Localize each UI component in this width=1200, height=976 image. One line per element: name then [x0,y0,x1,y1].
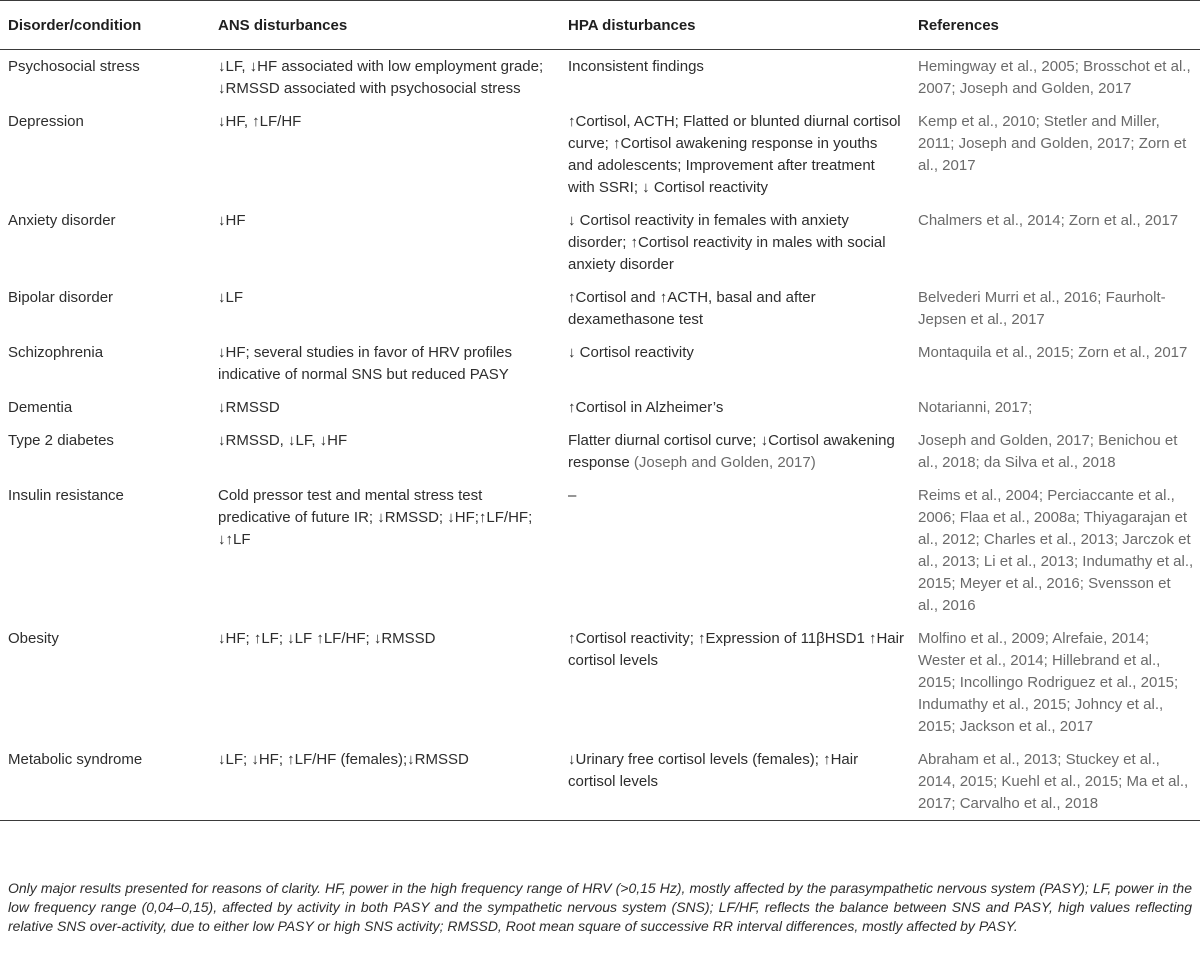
ans-cell: ↓HF [218,212,246,229]
ans-cell: ↓LF [218,289,244,306]
condition-cell: Obesity [8,630,59,647]
condition-cell: Psychosocial stress [8,58,140,75]
ans-cell: ↓HF; ↑LF; ↓LF ↑LF/HF; ↓RMSSD [218,630,436,647]
ans-cell: ↓LF; ↓HF; ↑LF/HF (females);↓RMSSD [210,743,560,821]
header-row [0,1,1200,50]
hpa-cell: – [568,487,577,504]
header-references: References [910,1,1200,50]
references-cell: Kemp et al., 2010; Stetler and Miller, 2011; Joseph and Golden, 2017; Zorn et al., 2017 [918,113,1187,174]
hpa-cell: Inconsistent findings [568,58,704,75]
table-row [0,424,1200,479]
condition-cell: Metabolic syndrome [0,743,210,821]
condition-cell: Schizophrenia [8,344,104,361]
condition-cell: Anxiety disorder [8,212,116,229]
condition-cell: Type 2 diabetes [8,432,114,449]
table-row [0,743,1200,821]
references-cell: Notarianni, 2017; [918,399,1033,416]
hpa-cell: ↑Cortisol, ACTH; Flatted or blunted diurnal cortisol curve; ↑Cortisol awakening response in youths and adolescents; Improvement after treatment with SSRI; ↓ Cortisol reactivity [568,113,901,196]
condition-cell: Depression [8,113,84,130]
hpa-text: Flatter diurnal cortisol curve; ↓Cortisol awakening response [568,432,895,471]
condition-cell: Insulin resistance [8,487,124,504]
references-cell: Chalmers et al., 2014; Zorn et al., 2017 [918,212,1179,229]
ans-cell: ↓RMSSD, ↓LF, ↓HF [218,432,348,449]
hpa-cell: ↑Cortisol reactivity; ↑Expression of 11βHSD1 ↑Hair cortisol levels [568,630,904,669]
hpa-cell: ↑Cortisol in Alzheimer’s [568,399,724,416]
references-cell: Montaquila et al., 2015; Zorn et al., 2017 [918,344,1188,361]
references-cell: Joseph and Golden, 2017; Benichou et al., 2018; da Silva et al., 2018 [918,432,1178,471]
table-footnote: Only major results presented for reasons of clarity. HF, power in the high frequency range of HRV (>0,15 Hz), mostly affected by the parasympathetic nervous system (PASY); LF, power in the low frequency range (0,04–0,15), affected by activity in both PASY and the sympathetic nervous system (SNS); LF/HF, reflects the balance between SNS and PASY, high values reflecting relative SNS over-activity, due to either low PASY or high SNS activity; RMSSD, Root mean square of successive RR interval differences, mostly affected by PASY. [8,880,1192,934]
hpa-cell [560,424,910,479]
table-row [0,479,1200,622]
condition-cell: Dementia [8,399,73,416]
table-row [0,622,1200,743]
table-row [0,105,1200,204]
header-disorder: Disorder/condition [0,1,210,50]
ans-cell: ↓HF, ↑LF/HF [218,113,302,130]
references-cell: Belvederi Murri et al., 2016; Faurholt-Jepsen et al., 2017 [918,289,1166,328]
references-cell: Molfino et al., 2009; Alrefaie, 2014; Wester et al., 2014; Hillebrand et al., 2015; Incollingo Rodriguez et al., 2015; Indumathy et al., 2015; Johncy et al., 2015; Jackson et al., 2017 [918,630,1179,735]
references-cell: Abraham et al., 2013; Stuckey et al., 2014, 2015; Kuehl et al., 2015; Ma et al., 2017; Carvalho et al., 2018 [910,743,1200,821]
condition-cell: Bipolar disorder [8,289,114,306]
table-row [0,50,1200,106]
table-row [0,336,1200,391]
ans-cell: Cold pressor test and mental stress test predicative of future IR; ↓RMSSD; ↓HF;↑LF/HF; ↓↑LF [218,487,533,548]
table-row [0,204,1200,281]
references-cell: Hemingway et al., 2005; Brosschot et al., 2007; Joseph and Golden, 2017 [918,58,1191,97]
header-hpa: HPA disturbances [560,1,910,50]
hpa-citation: (Joseph and Golden, 2017) [633,454,816,471]
table-row [0,281,1200,336]
hpa-cell: ↓ Cortisol reactivity [568,344,694,361]
ans-cell: ↓LF, ↓HF associated with low employment grade; ↓RMSSD associated with psychosocial stress [218,58,544,97]
references-cell: Reims et al., 2004; Perciaccante et al., 2006; Flaa et al., 2008a; Thiyagarajan et al., 2012; Charles et al., 2013; Jarczok et al., 2013; Li et al., 2013; Indumathy et al., 2015; Meyer et al., 2016; Svensson et al., 2016 [918,487,1194,614]
hpa-cell: ↓Urinary free cortisol levels (females); ↑Hair cortisol levels [560,743,910,821]
ans-cell: ↓RMSSD [218,399,280,416]
table-row [0,391,1200,424]
hpa-cell: ↑Cortisol and ↑ACTH, basal and after dexamethasone test [568,289,816,328]
hpa-cell: ↓ Cortisol reactivity in females with anxiety disorder; ↑Cortisol reactivity in males with social anxiety disorder [568,212,886,273]
ans-cell: ↓HF; several studies in favor of HRV profiles indicative of normal SNS but reduced PASY [218,344,513,383]
header-ans: ANS disturbances [210,1,560,50]
